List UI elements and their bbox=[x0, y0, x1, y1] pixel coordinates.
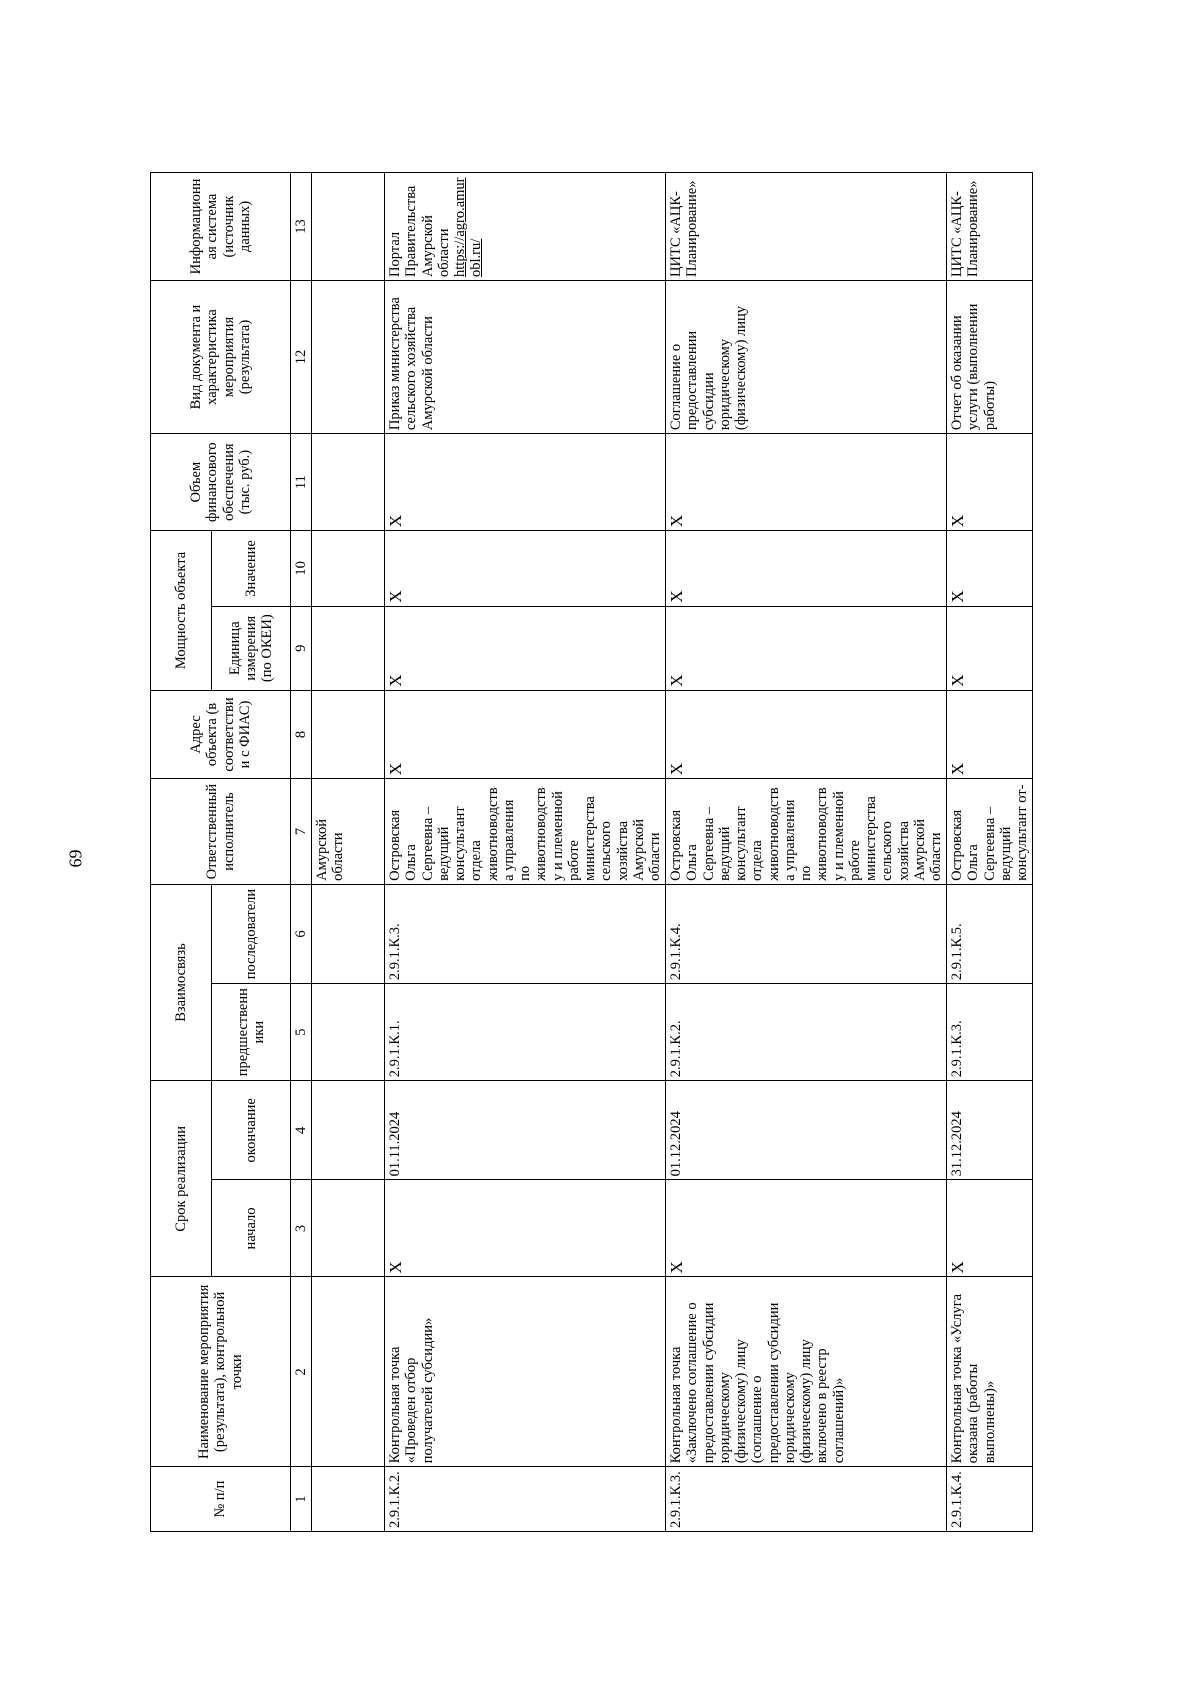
implementation-plan-table bbox=[150, 172, 1033, 1532]
table-cell bbox=[312, 173, 385, 281]
table-cell bbox=[312, 1467, 385, 1532]
column-number: 11 bbox=[291, 434, 312, 531]
responsible-continuation: Амурской области bbox=[312, 779, 385, 885]
table-row bbox=[947, 173, 1033, 1532]
header-end: окончание bbox=[212, 1081, 291, 1180]
row-info-system: ЦИТС «АЦК-Планирование» bbox=[666, 173, 947, 281]
row-predecessor: 2.9.1.К.3. bbox=[947, 984, 1033, 1081]
table-cell bbox=[312, 1081, 385, 1180]
column-number: 2 bbox=[291, 1277, 312, 1467]
row-predecessor: 2.9.1.К.2. bbox=[666, 984, 947, 1081]
row-unit: Х bbox=[666, 606, 947, 690]
header-row-1 bbox=[151, 173, 212, 1532]
column-number: 4 bbox=[291, 1081, 312, 1180]
header-value: Значение bbox=[212, 531, 291, 606]
row-successor: 2.9.1.К.4. bbox=[666, 884, 947, 983]
header-address: Адрес объекта (в соответствии с ФИАС) bbox=[151, 690, 291, 778]
table-cell bbox=[312, 1180, 385, 1277]
row-start: Х bbox=[385, 1180, 666, 1277]
header-predecessors: предшественники bbox=[212, 984, 291, 1081]
page-number: 69 bbox=[65, 849, 86, 868]
table-cell bbox=[312, 984, 385, 1081]
row-document: Соглашение о предоставлении субсидии юридическому (физическому) лицу bbox=[666, 280, 947, 433]
header-document-type: Вид документа и характеристика мероприятия (результата) bbox=[151, 280, 291, 433]
row-end: 01.11.2024 bbox=[385, 1081, 666, 1180]
header-info-system: Информационная система (источник данных) bbox=[151, 173, 291, 281]
row-responsible: Островская Ольга Сергеевна – ведущий консультант отдела животноводства управления по животноводству и племенной работе министерства сельского хозяйства Амурской области bbox=[666, 779, 947, 885]
row-name: Контрольная точка «Заключено соглашение о предоставлении субсидии юридическому (физическому) лицу (соглашение о предоставлении субсидии юридическому (физическому) лицу включено в реестр соглашений)» bbox=[666, 1277, 947, 1467]
table-cell bbox=[312, 434, 385, 531]
column-number: 6 bbox=[291, 884, 312, 983]
table-cell bbox=[312, 884, 385, 983]
header-start: начало bbox=[212, 1180, 291, 1277]
column-number: 12 bbox=[291, 280, 312, 433]
row-number: 2.9.1.К.2. bbox=[385, 1467, 666, 1532]
row-number: 2.9.1.К.3. bbox=[666, 1467, 947, 1532]
header-num: № п/п bbox=[151, 1467, 291, 1532]
row-financing: Х bbox=[666, 434, 947, 531]
column-number-row bbox=[291, 173, 312, 1532]
row-info-system bbox=[385, 173, 666, 281]
row-responsible: Островская Ольга Сергеевна – ведущий консультант от- bbox=[947, 779, 1033, 885]
column-number: 8 bbox=[291, 690, 312, 778]
row-info-system: ЦИТС «АЦК-Планирование» bbox=[947, 173, 1033, 281]
portal-link[interactable]: https://agro.amurobl.ru/ bbox=[452, 177, 485, 277]
header-financing: Объем финансового обеспечения (тыс. руб.) bbox=[151, 434, 291, 531]
continuation-row bbox=[312, 173, 385, 1532]
row-address: Х bbox=[947, 690, 1033, 778]
header-capacity: Мощность объекта bbox=[151, 531, 212, 691]
row-end: 01.12.2024 bbox=[666, 1081, 947, 1180]
header-successors: последователи bbox=[212, 884, 291, 983]
row-name: Контрольная точка «Проведен отбор получателей субсидии» bbox=[385, 1277, 666, 1467]
table-cell bbox=[312, 690, 385, 778]
row-document: Отчет об оказании услуги (выполнении работы) bbox=[947, 280, 1033, 433]
column-number: 9 bbox=[291, 606, 312, 690]
row-start: Х bbox=[666, 1180, 947, 1277]
table-cell bbox=[312, 280, 385, 433]
header-responsible: Ответственный исполнитель bbox=[151, 779, 291, 885]
info-system-text: Портал Правительства Амурской области bbox=[387, 185, 452, 277]
row-value: Х bbox=[666, 531, 947, 606]
header-period: Срок реализации bbox=[151, 1081, 212, 1277]
row-end: 31.12.2024 bbox=[947, 1081, 1033, 1180]
header-name: Наименование мероприятия (результата), контрольной точки bbox=[151, 1277, 291, 1467]
row-start: Х bbox=[947, 1180, 1033, 1277]
column-number: 1 bbox=[291, 1467, 312, 1532]
table-row bbox=[666, 173, 947, 1532]
table-cell bbox=[312, 531, 385, 606]
row-address: Х bbox=[666, 690, 947, 778]
row-successor: 2.9.1.К.5. bbox=[947, 884, 1033, 983]
row-successor: 2.9.1.К.3. bbox=[385, 884, 666, 983]
table-row bbox=[385, 173, 666, 1532]
column-number: 7 bbox=[291, 779, 312, 885]
table-cell bbox=[312, 606, 385, 690]
row-unit: Х bbox=[385, 606, 666, 690]
header-relations: Взаимосвязь bbox=[151, 884, 212, 1080]
row-address: Х bbox=[385, 690, 666, 778]
column-number: 5 bbox=[291, 984, 312, 1081]
header-unit: Единица измерения (по ОКЕИ) bbox=[212, 606, 291, 690]
row-value: Х bbox=[385, 531, 666, 606]
column-number: 10 bbox=[291, 531, 312, 606]
row-value: Х bbox=[947, 531, 1033, 606]
table-cell bbox=[312, 1277, 385, 1467]
row-unit: Х bbox=[947, 606, 1033, 690]
row-number: 2.9.1.К.4. bbox=[947, 1467, 1033, 1532]
row-predecessor: 2.9.1.К.1. bbox=[385, 984, 666, 1081]
row-financing: Х bbox=[385, 434, 666, 531]
row-responsible: Островская Ольга Сергеевна – ведущий консультант отдела животноводства управления по животноводству и племенной работе министерства сельского хозяйства Амурской области bbox=[385, 779, 666, 885]
column-number: 13 bbox=[291, 173, 312, 281]
row-financing: Х bbox=[947, 434, 1033, 531]
column-number: 3 bbox=[291, 1180, 312, 1277]
row-document: Приказ министерства сельского хозяйства Амурской области bbox=[385, 280, 666, 433]
row-name: Контрольная точка «Услуга оказана (работы выполнены)» bbox=[947, 1277, 1033, 1467]
